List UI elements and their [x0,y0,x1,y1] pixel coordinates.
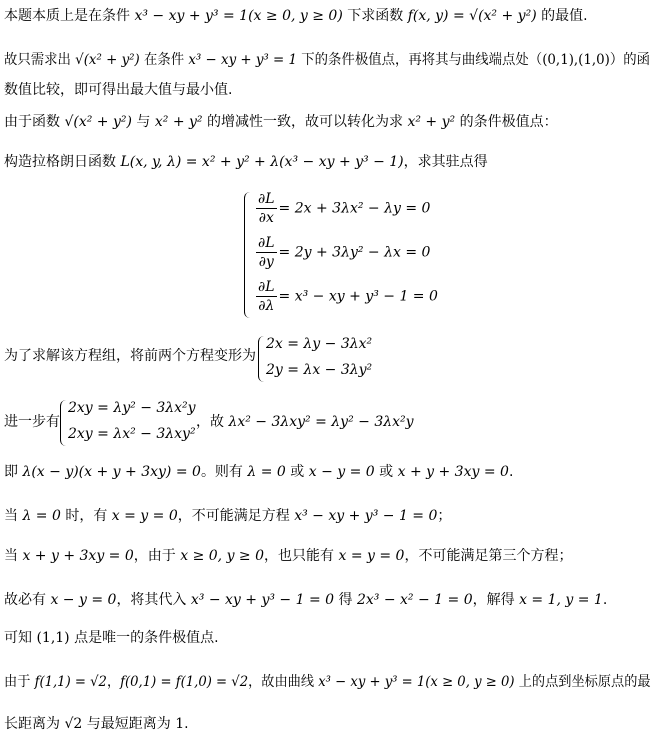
text: ，不可能满足第三个方程； [404,548,573,564]
text: 由于 [4,674,35,690]
fraction: $\frac{\partial L}{\partial y}$ [258,235,275,270]
text: 由于函数 [4,114,65,130]
formula: √2 [64,716,83,732]
text-line-3 [4,80,232,100]
text: ， [106,674,121,690]
left-brace [244,192,251,318]
text: 或 [374,464,398,480]
equation-row: 2xy = λy² − 3λx²y [68,400,196,416]
text-line-5 [4,152,488,172]
formula: x³ − xy + y³ = 1(x ≥ 0, y ≥ 0) [318,674,515,690]
text: 即 [4,464,23,480]
text-line-9 [4,506,451,526]
formula: x² + y² [154,114,203,130]
equation-row: 2xy = λx² − 3λxy² [68,426,196,442]
formula: λ = 0 [247,464,286,480]
formula: x³ − xy + y³ = 1 [188,52,298,68]
formula: 2x³ − x² − 1 = 0 [356,592,473,608]
text: 为了求解该方程组，将前两个方程变形为 [4,348,256,364]
text: 故只需求出 [4,52,76,68]
text: 下求函数 [342,8,408,24]
text: 。则有 [200,464,248,480]
text: 的最值. [536,8,588,24]
left-brace [60,400,67,446]
text-line-14 [4,714,189,734]
text: 下的条件极值点，再将其与曲线端点处（ [297,52,543,68]
formula: x = 1, y = 1 [519,592,603,608]
formula: f(0,1) = f(1,0) = √2 [120,674,249,690]
text-line-13 [4,672,651,692]
fraction: $\frac{\partial L}{\partial\lambda}$ [258,279,275,314]
formula: x = y = 0 [338,548,405,564]
text: ，也只能有 [264,548,339,564]
formula: x³ − xy + y³ − 1 = 0 [190,592,335,608]
text: 与最短距离为 [82,716,176,732]
text-line-6 [4,346,256,366]
formula: x = y = 0 [111,508,178,524]
text: 时，有 [60,508,112,524]
formula: x − y = 0 [308,464,375,480]
text: ，由于 [133,548,181,564]
text: 的增减性一致，故可以转化为求 [202,114,408,130]
text-line-12 [4,628,219,648]
text: 点是唯一的条件极值点. [69,630,219,646]
text-line-1 [4,6,588,26]
text: 当 [4,508,23,524]
text: 上的点到坐标原点的最 [514,674,651,690]
text: 本题本质上是在条件 [4,8,135,24]
text: 可知 [4,630,37,646]
text: 在条件 [139,52,189,68]
text: 构造拉格朗日函数 [4,154,121,170]
text: . [508,464,514,480]
text-line-2 [4,50,650,70]
text: ，不可能满足方程 [177,508,295,524]
text: 得 [334,592,357,608]
text: 与 [131,114,155,130]
formula: (0,1),(1,0) [542,52,610,68]
equation-row: 2x = λy − 3λx² [266,336,373,352]
text: ，解得 [472,592,520,608]
formula: λ = 0 [22,508,61,524]
equation-system-partials [244,190,484,320]
formula: f(1,1) = √2 [34,674,107,690]
formula: L(x, y, λ) = x² + y² + λ(x³ − xy + y³ − 1) [120,154,404,170]
equation-row: $\frac{\partial L}{\partial x}$ = 2x + 3λx² − λy = 0 [258,191,431,226]
text: . [184,716,189,732]
formula: x + y + 3xy = 0 [22,548,134,564]
formula: (1,1) [36,630,70,646]
formula: x ≥ 0, y ≥ 0 [180,548,265,564]
text-line-8 [4,462,513,482]
text: 故必有 [4,592,51,608]
text: ； [437,508,452,524]
formula: λ(x − y)(x + y + 3xy) = 0 [22,464,201,480]
text-line-7 [4,412,60,432]
formula: λx² − 3λxy² = λy² − 3λx²y [228,414,414,430]
text: ，将其代入 [116,592,191,608]
text-line-4 [4,112,558,132]
text: ，故 [196,414,229,430]
equation-row: $\frac{\partial L}{\partial y}$ = 2y + 3λy² − λx = 0 [258,235,431,270]
text: 或 [285,464,309,480]
text: ，求其驻点得 [403,154,488,170]
formula: 1 [175,716,185,732]
formula: √(x² + y²) [64,114,132,130]
formula: x³ − xy + y³ = 1(x ≥ 0, y ≥ 0) [134,8,343,24]
equation-row: $\frac{\partial L}{\partial\lambda}$ = x³ − xy + y³ − 1 = 0 [258,279,438,314]
formula: √(x² + y²) [75,52,140,68]
text: ）的函 [609,52,651,68]
formula: x − y = 0 [50,592,117,608]
formula: x³ − xy + y³ − 1 = 0 [294,508,438,524]
text-line-7-tail [196,412,414,432]
text: 数值比较，即可得出最大值与最小值. [4,82,233,98]
text-line-10 [4,546,572,566]
left-brace [258,336,265,382]
text: . [602,592,608,608]
formula: x² + y² [407,114,456,130]
fraction: $\frac{\partial L}{\partial x}$ [258,191,275,226]
formula: f(x, y) = √(x² + y²) [407,8,537,24]
equation-row: 2y = λx − 3λy² [266,362,373,378]
text: 长距离为 [4,716,65,732]
text: 进一步有 [4,414,60,430]
text: ，故由曲线 [248,674,319,690]
formula: x + y + 3xy = 0 [397,464,509,480]
text-line-11 [4,590,607,610]
text: 的条件极值点： [455,114,558,130]
text: 当 [4,548,23,564]
